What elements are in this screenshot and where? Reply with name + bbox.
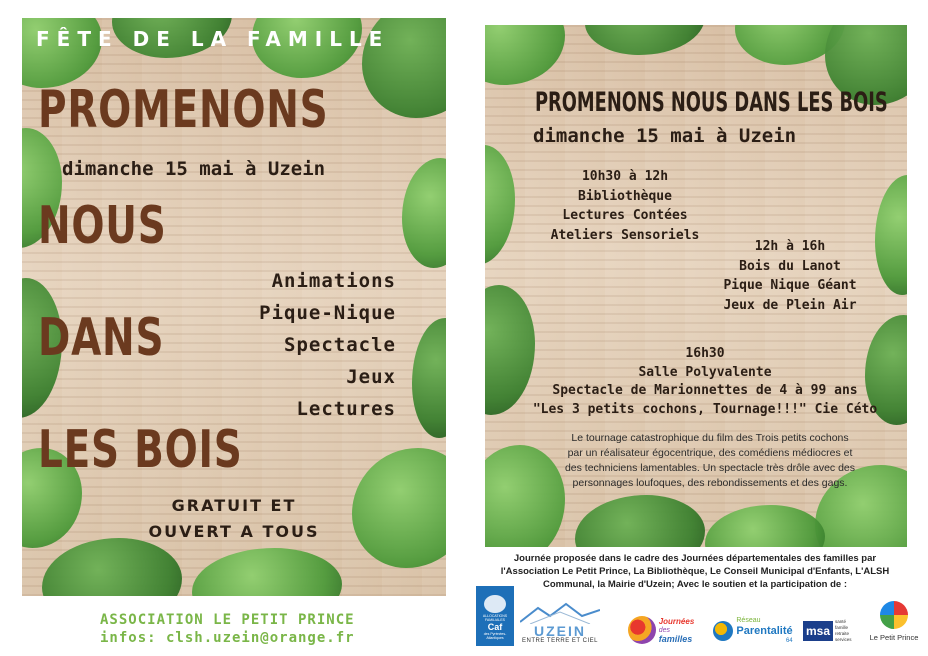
event-date: dimanche 15 mai à Uzein: [62, 158, 326, 180]
petit-prince-logo: [864, 594, 924, 648]
journees-line: des: [658, 626, 670, 634]
leaf-decoration: [192, 548, 342, 596]
leaf-decoration: [585, 25, 705, 55]
reseau-text: [736, 616, 792, 646]
activity-item: Lectures: [296, 398, 396, 420]
leaf-decoration: [485, 25, 565, 85]
schedule-activity: Lectures Contées: [562, 208, 688, 223]
schedule-place: Bois du Lanot: [739, 258, 841, 274]
activity-item: Jeux: [346, 366, 396, 388]
uzein-label: UZEIN: [534, 623, 586, 639]
right-date: dimanche 15 mai à Uzein: [533, 125, 797, 147]
reseau-label: Parentalité: [736, 625, 793, 637]
schedule-block-1: [525, 167, 725, 245]
title-line-3: DANS: [38, 308, 165, 368]
caf-emblem-icon: [484, 595, 506, 613]
schedule-activity: Pique Nique Géant: [723, 278, 857, 293]
schedule-time: 12h à 16h: [754, 239, 826, 254]
show-title: "Les 3 petits cochons, Tournage!!!" Cie Céto: [532, 401, 878, 417]
free-line-2: OUVERT A TOUS: [148, 522, 320, 541]
caf-sub-label: des Pyrénées-Atlantiques: [483, 631, 507, 640]
schedule-block-2: [690, 237, 890, 315]
journees-familles-logo: [620, 612, 702, 648]
description-line: Le tournage catastrophique du film des Trois petits cochons: [571, 432, 849, 444]
title-line-4: LES BOIS: [38, 420, 243, 480]
schedule-time: 10h30 à 12h: [581, 169, 669, 184]
leaf-decoration: [485, 145, 515, 265]
journees-text: [659, 617, 695, 644]
petit-prince-label: Le Petit Prince: [869, 632, 919, 642]
family-figures-icon: [628, 616, 656, 644]
activity-item: Animations: [271, 270, 396, 292]
caf-label: Caf: [487, 621, 503, 632]
schedule-activity: Spectacle de Marionnettes de 4 à 99 ans: [552, 383, 858, 398]
right-poster: [485, 25, 907, 547]
leaf-decoration: [402, 158, 446, 268]
reseau-small-label: Réseau: [736, 617, 761, 624]
msa-label: msa: [803, 621, 833, 641]
leaf-decoration: [42, 538, 182, 596]
description-line: personnages loufoques, des rebondissements et des gags.: [572, 477, 848, 489]
association-name: ASSOCIATION LE PETIT PRINCE: [100, 612, 355, 628]
right-title: PROMENONS NOUS DANS LES BOIS: [535, 87, 888, 118]
caf-logo: [476, 586, 514, 646]
reseau-number: 64: [785, 638, 793, 644]
title-line-2: NOUS: [38, 196, 167, 256]
description-line: par un réalisateur égocentrique, des comédiens médiocres et: [567, 447, 853, 459]
schedule-place: Bibliothèque: [578, 188, 672, 204]
msa-sub-label: santé famille retraite services: [835, 619, 852, 642]
journees-line: familles: [658, 633, 693, 644]
journees-line: Journées: [658, 616, 695, 626]
activity-item: Pique-Nique: [259, 302, 396, 324]
schedule-block-3: [485, 345, 907, 419]
event-header: FÊTE DE LA FAMILLE: [36, 27, 390, 51]
leaf-decoration: [705, 505, 825, 547]
schedule-activity: Ateliers Sensoriels: [550, 227, 700, 243]
left-poster: [22, 18, 446, 596]
show-description: [525, 431, 895, 491]
activity-item: Spectacle: [284, 334, 396, 356]
star-emblem-icon: [880, 601, 908, 629]
mountains-icon: [520, 602, 600, 624]
schedule-place: Salle Polyvalente: [638, 364, 772, 380]
caf-top-label: ALLOCATIONS FAMILIALES: [482, 613, 508, 622]
footer-line: Communal, la Mairie d'Uzein; Avec le soutien et la participation de :: [542, 579, 848, 590]
schedule-activity: Jeux de Plein Air: [723, 297, 857, 313]
msa-logo: [803, 616, 859, 646]
footer-line: Journée proposée dans le cadre des Journées départementales des familles par: [513, 553, 877, 564]
footer-text: [470, 552, 920, 591]
footer-line: l'Association Le Petit Prince, La Bibliothèque, Le Conseil Municipal d'Enfants, L'ALSH: [500, 566, 890, 577]
reseau-parentalite-logo: [708, 616, 798, 646]
free-line-1: GRATUIT ET: [171, 496, 297, 515]
title-line-1: PROMENONS: [38, 80, 329, 140]
leaf-decoration: [575, 495, 705, 547]
schedule-time: 16h30: [685, 346, 725, 361]
contact-email[interactable]: infos: clsh.uzein@orange.fr: [100, 630, 355, 646]
description-line: des techniciens lamentables. Un spectacle très drôle avec des: [564, 462, 856, 474]
uzein-logo: [518, 598, 602, 648]
uzein-sub-label: ENTRE TERRE ET CIEL: [522, 638, 598, 644]
leaf-decoration: [412, 318, 446, 438]
hands-icon: [713, 621, 733, 641]
